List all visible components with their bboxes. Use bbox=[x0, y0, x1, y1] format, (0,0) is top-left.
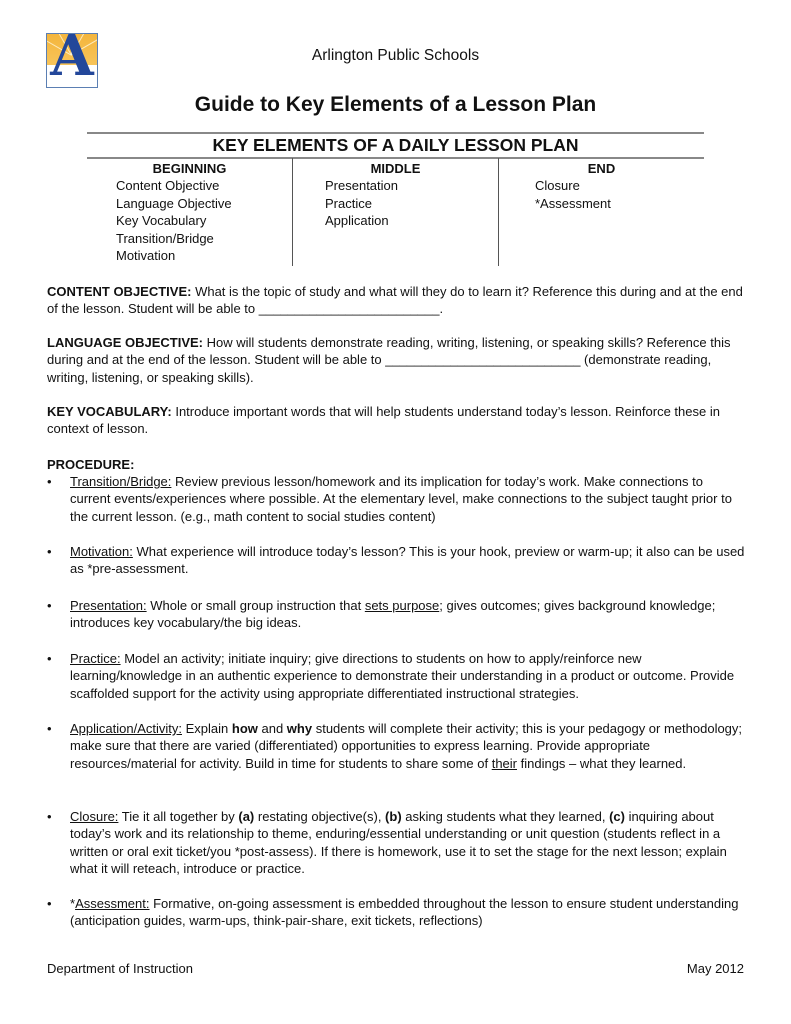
bullet-icon: • bbox=[47, 598, 52, 613]
procedure-term: Closure: bbox=[70, 809, 119, 824]
column-item: Transition/Bridge bbox=[116, 230, 214, 246]
column-middle bbox=[293, 160, 498, 230]
language-objective-section bbox=[47, 334, 747, 386]
bullet-icon: • bbox=[47, 651, 52, 666]
procedure-item-closure bbox=[47, 808, 747, 878]
emphasis-bold: (b) bbox=[385, 809, 402, 824]
procedure-term: Motivation: bbox=[70, 544, 133, 559]
emphasis-bold: (a) bbox=[238, 809, 255, 824]
emphasis-bold: (c) bbox=[609, 809, 625, 824]
procedure-text: asking students what they learned, bbox=[401, 809, 610, 824]
procedure-item-application bbox=[47, 720, 747, 772]
footer-date: May 2012 bbox=[686, 961, 744, 976]
column-item: Closure bbox=[535, 178, 580, 194]
bullet-icon: • bbox=[47, 544, 52, 559]
key-vocabulary-section bbox=[47, 403, 747, 438]
bullet-icon: • bbox=[47, 896, 52, 911]
column-item: Key Vocabulary bbox=[116, 213, 207, 229]
logo-letter: A bbox=[50, 33, 94, 88]
procedure-heading bbox=[47, 456, 747, 473]
column-item: Content Objective bbox=[116, 178, 220, 194]
procedure-text: inquiring about today’s work and its relationship to theme, enduring/essential understanding or unit question (students reflect in a written or oral exit ticket/you *post-assess). If there is homework, use it to set the stage for the next lesson; explain what it will reteach, introduce or practice. bbox=[70, 809, 727, 877]
column-heading: MIDDLE bbox=[370, 161, 421, 176]
procedure-text: findings – what they learned. bbox=[517, 755, 687, 771]
procedure-text: restating objective(s), bbox=[254, 809, 386, 824]
asterisk-prefix: * bbox=[70, 896, 76, 911]
key-elements-title: KEY ELEMENTS OF A DAILY LESSON PLAN bbox=[212, 135, 579, 155]
procedure-text: What experience will introduce today’s lesson? This is your hook, preview or warm-up; it also can be used as *pre-assessment. bbox=[70, 544, 745, 577]
procedure-text: Review previous lesson/homework and its implication for today’s work. Make connections to current events/experiences where possible. At the elementary level, make connections to the subject taught prior to the current lesson. (e.g., math content to social studies content) bbox=[70, 474, 732, 524]
procedure-term: Application/Activity: bbox=[70, 721, 182, 736]
section-text: What is the topic of study and what will they do to learn it? Reference this during and at the end of the lesson. Student will be able to _________________________. bbox=[47, 284, 743, 317]
procedure-item-motivation bbox=[47, 543, 747, 578]
table-header-rule bbox=[87, 157, 704, 159]
procedure-item-transition bbox=[47, 473, 747, 525]
column-beginning bbox=[87, 160, 292, 264]
procedure-text: students will complete their activity; this is your pedagogy or methodology; make sure that there are varied (differentiated) opportunities to express learning. Provide appropriate resources/material for activity. Build in time for students to share some of bbox=[70, 721, 743, 771]
procedure-text: Whole or small group instruction that bbox=[146, 598, 365, 613]
document-title: Guide to Key Elements of a Lesson Plan bbox=[194, 93, 597, 116]
column-heading: END bbox=[587, 161, 616, 176]
procedure-item-practice bbox=[47, 650, 747, 702]
section-label: KEY VOCABULARY: bbox=[47, 404, 172, 419]
procedure-term: Assessment: bbox=[75, 896, 150, 911]
procedure-text: and bbox=[257, 721, 287, 736]
emphasis-bold: why bbox=[286, 721, 313, 736]
column-item: Application bbox=[325, 213, 389, 229]
section-text: Introduce important words that will help students understand today’s lesson. Reinforce these in context of lesson. bbox=[47, 404, 720, 437]
column-item: Presentation bbox=[325, 178, 398, 194]
procedure-item-assessment bbox=[47, 895, 747, 930]
organization-name: Arlington Public Schools bbox=[311, 47, 480, 64]
section-label: LANGUAGE OBJECTIVE: bbox=[47, 335, 204, 350]
procedure-text: Tie it all together by bbox=[118, 809, 239, 824]
bullet-icon: • bbox=[47, 721, 52, 736]
procedure-text: Formative, on-going assessment is embedded throughout the lesson to ensure student understanding (anticipation guides, warm-ups, think-pair-share, exit tickets, reflections) bbox=[70, 896, 739, 929]
top-rule bbox=[87, 132, 704, 134]
column-item: Practice bbox=[325, 195, 372, 211]
column-item: Motivation bbox=[116, 248, 176, 264]
section-label: CONTENT OBJECTIVE: bbox=[47, 284, 192, 299]
bullet-icon: • bbox=[47, 809, 52, 824]
procedure-text: Model an activity; initiate inquiry; give directions to students on how to apply/reinforce new learning/knowledge in an authentic experience to demonstrate their understanding in a product or outcome. Provide scaffolded support for the activity using appropriate differentiated instructional strategies. bbox=[70, 651, 735, 701]
section-label: PROCEDURE: bbox=[47, 457, 135, 472]
column-item: Language Objective bbox=[116, 195, 232, 211]
procedure-text: ; gives outcomes; gives background knowledge; introduces key vocabulary/the big ideas. bbox=[70, 598, 716, 631]
procedure-term: Practice: bbox=[70, 651, 121, 666]
section-text: How will students demonstrate reading, writing, listening, or speaking skills? Reference this during and at the end of the lesson. Student will be able to ___________________________ (demonstrate reading, writing, listening, or speaking skills). bbox=[47, 335, 731, 385]
footer-department: Department of Instruction bbox=[47, 961, 193, 976]
bullet-icon: • bbox=[47, 474, 52, 489]
emphasis-bold: how bbox=[231, 721, 258, 736]
procedure-term: Presentation: bbox=[70, 598, 147, 613]
column-heading: BEGINNING bbox=[152, 161, 227, 176]
procedure-term: Transition/Bridge: bbox=[70, 474, 172, 489]
emphasis-underline: sets purpose bbox=[364, 598, 440, 613]
procedure-text: Explain bbox=[182, 721, 232, 736]
column-end bbox=[499, 160, 704, 212]
emphasis-underline: their bbox=[491, 755, 518, 771]
content-objective-section bbox=[47, 283, 747, 318]
column-item: *Assessment bbox=[535, 195, 611, 211]
procedure-item-presentation bbox=[47, 597, 747, 632]
